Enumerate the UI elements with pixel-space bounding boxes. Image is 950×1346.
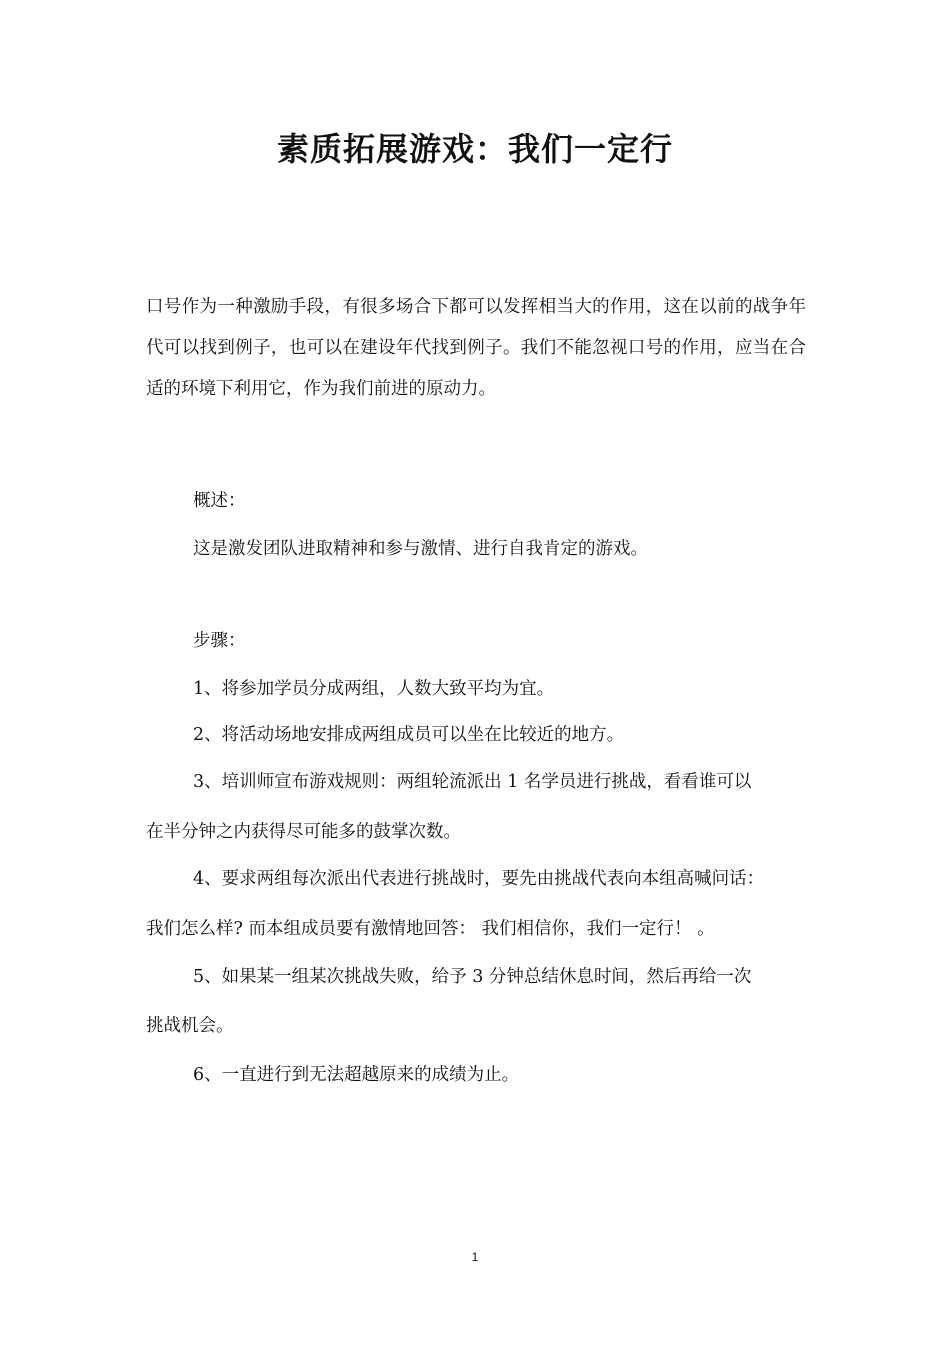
step-6: 6、一直进行到无法超越原来的成绩为止。	[193, 1065, 520, 1085]
step-2: 2、将活动场地安排成两组成员可以坐在比较近的地方。	[193, 725, 625, 745]
page-number: 1	[471, 1250, 479, 1264]
overview-text: 这是激发团队进取精神和参与激情、进行自我肯定的游戏。	[193, 539, 648, 559]
steps-heading: 步骤：	[193, 631, 246, 651]
step-3-line-1: 3、培训师宣布游戏规则：两组轮流派出 1 名学员进行挑战，看看谁可以	[193, 772, 752, 792]
intro-paragraph: 口号作为一种激励手段，有很多场合下都可以发挥相当大的作用，这在以前的战争年代可以找到例子，也可以在建设年代找到例子。我们不能忽视口号的作用，应当在合适的环境下利用它，作为我们前进的原动力。	[146, 297, 806, 399]
step-4-line-1: 4、要求两组每次派出代表进行挑战时，要先由挑战代表向本组高喊问话：	[193, 869, 765, 889]
overview-heading: 概述：	[193, 491, 246, 511]
step-3-line-2: 在半分钟之内获得尽可能多的鼓掌次数。	[146, 822, 461, 842]
page-title: 素质拓展游戏：我们一定行	[276, 130, 673, 168]
step-5-line-2: 挑战机会。	[146, 1016, 234, 1036]
step-1: 1、将参加学员分成两组，人数大致平均为宜。	[193, 679, 555, 699]
step-4-line-2: 我们怎么样? 而本组成员要有激情地回答： 我们相信你，我们一定行！ 。	[146, 919, 715, 939]
step-5-line-1: 5、如果某一组某次挑战失败，给予 3 分钟总结休息时间，然后再给一次	[193, 967, 752, 987]
